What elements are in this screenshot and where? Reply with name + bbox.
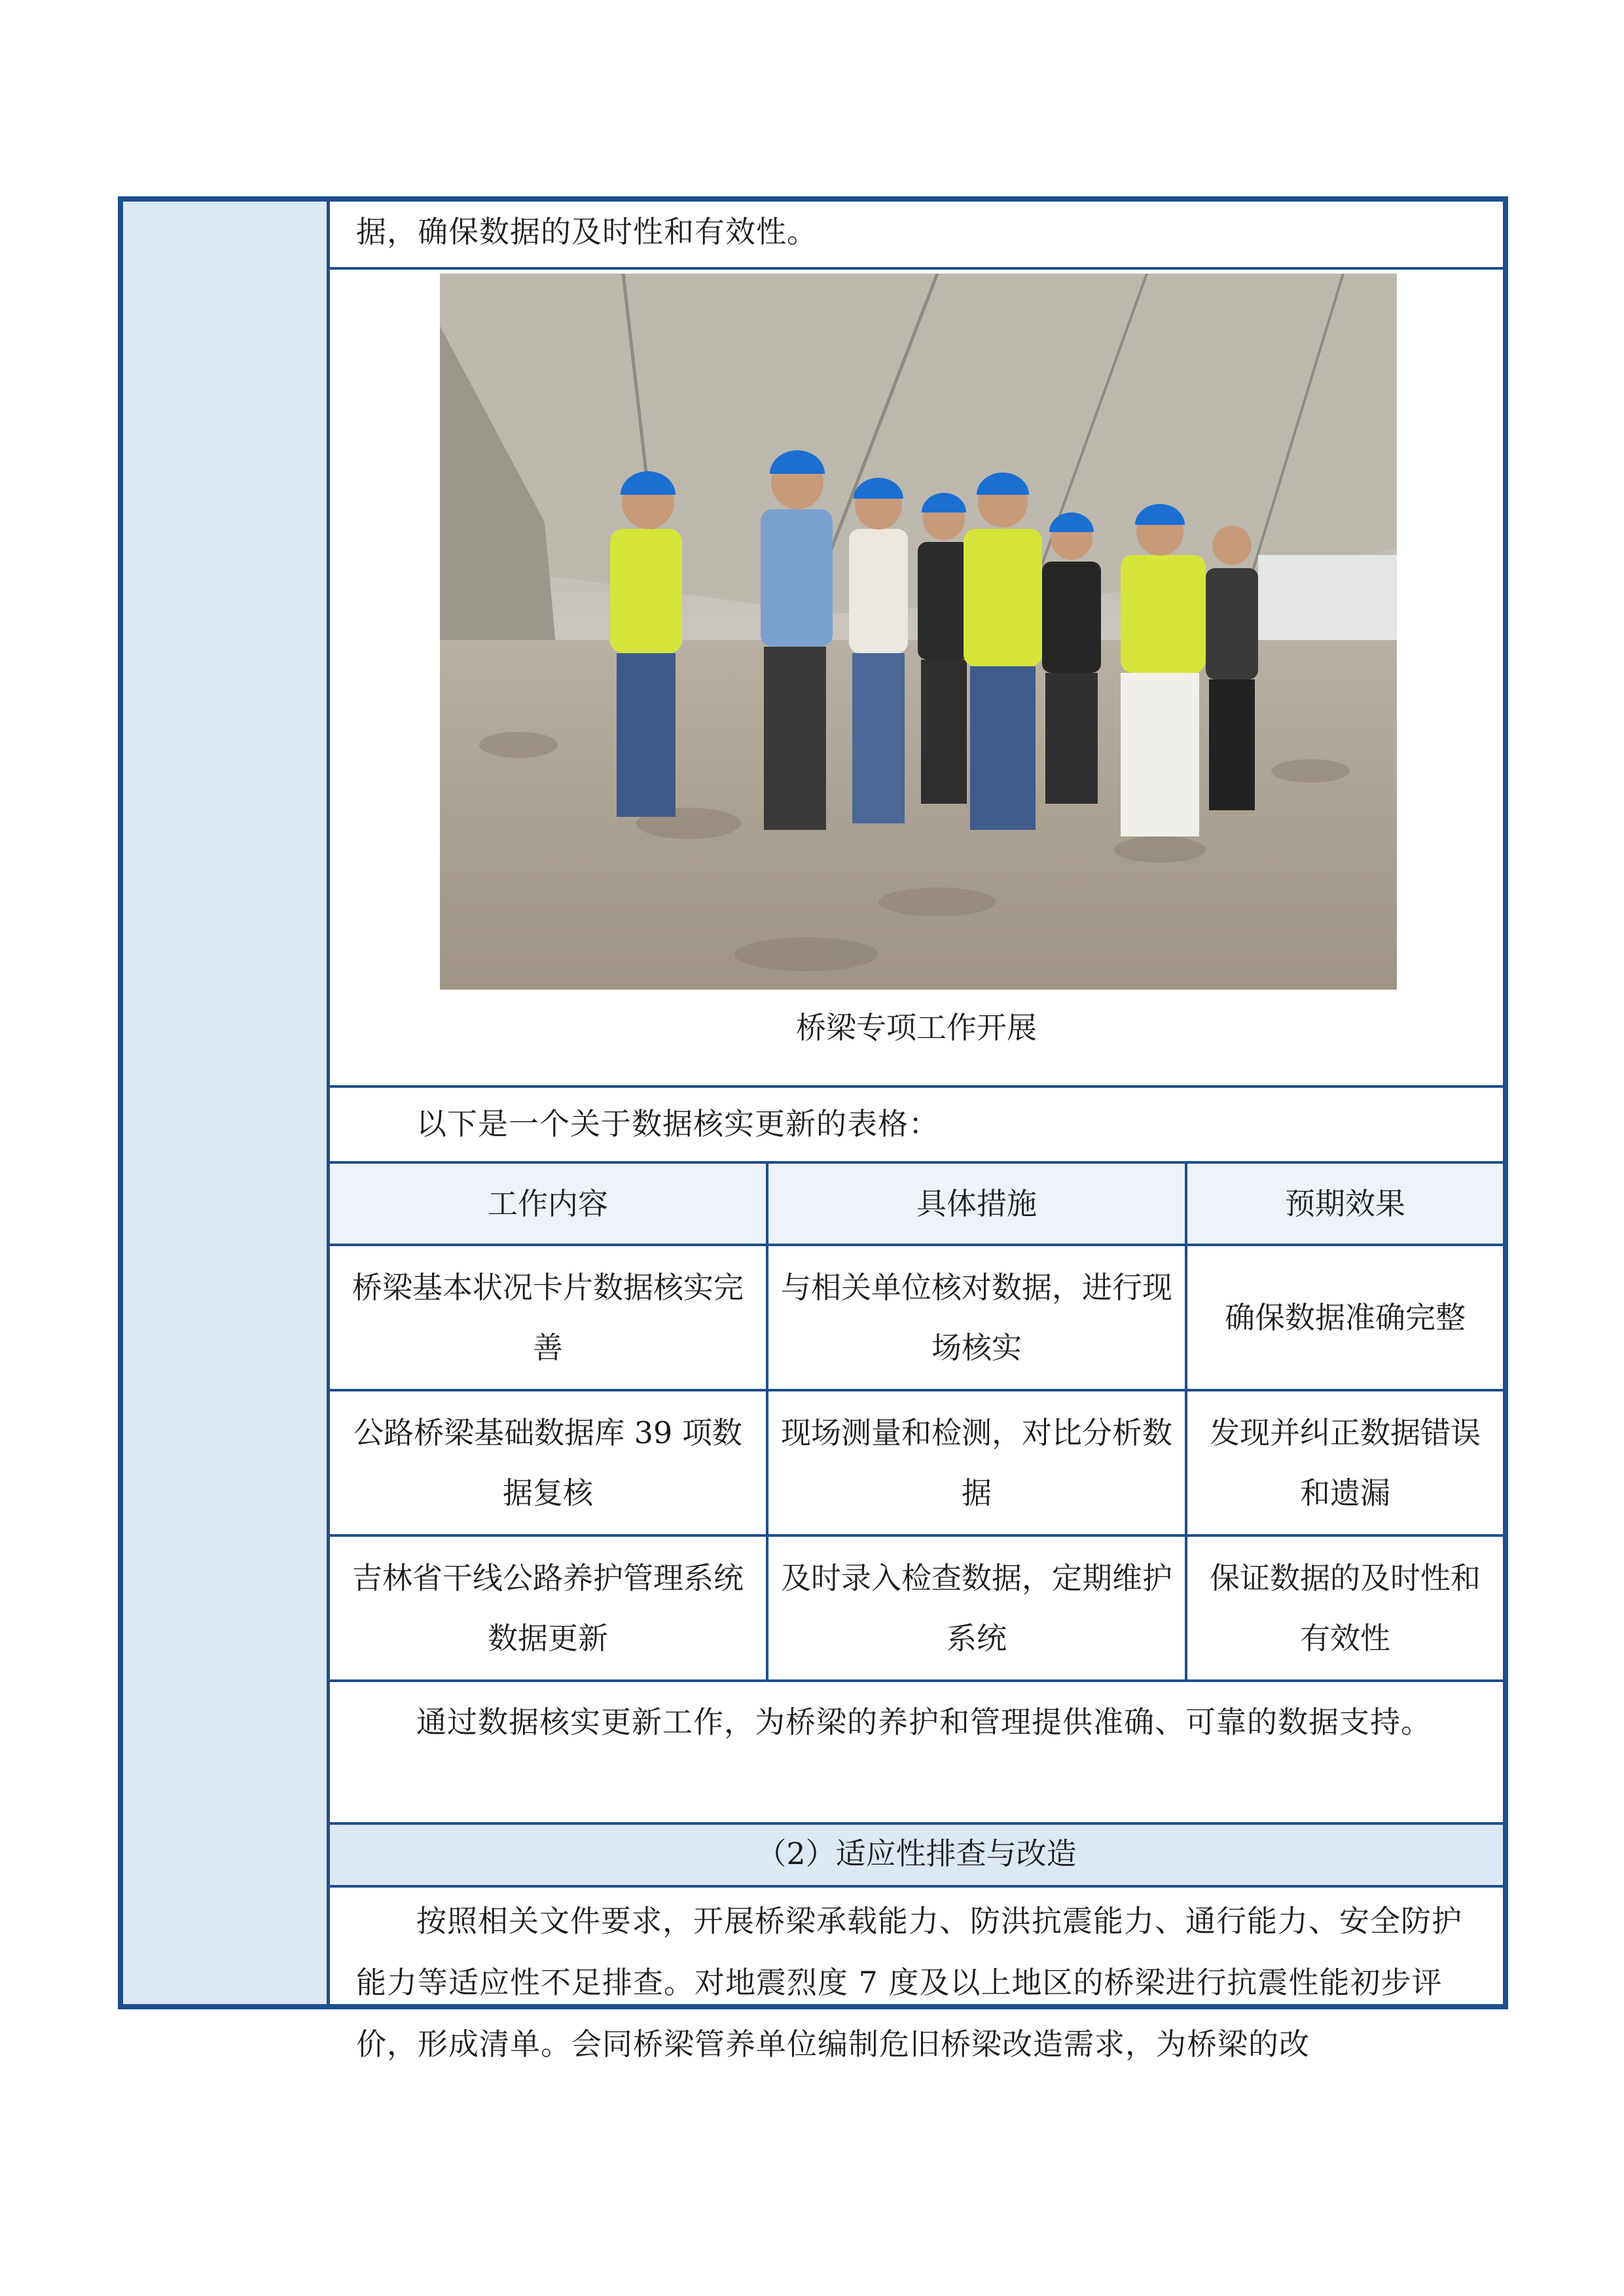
intro-row: [330, 1088, 1503, 1164]
table-cell: 及时录入检查数据，定期维护系统: [768, 1537, 1187, 1679]
table-cell: 发现并纠正数据错误和遗漏: [1210, 1415, 1481, 1511]
table-header-row: [330, 1164, 1503, 1246]
section-body-row: [330, 1888, 1503, 2062]
table-cell: 保证数据的及时性和有效性: [1210, 1560, 1481, 1656]
summary-text: 通过数据核实更新工作，为桥梁的养护和管理提供准确、可靠的数据支持。: [416, 1704, 1432, 1740]
continuation-row: [330, 202, 1503, 270]
content-column: [330, 202, 1503, 2062]
section-title-row: [330, 1825, 1503, 1888]
table-header-cell: 工作内容: [330, 1164, 768, 1244]
table-row: [330, 1391, 1503, 1537]
table-row: [330, 1246, 1503, 1391]
table-row: [330, 1537, 1503, 1682]
section-body-text: 按照相关文件要求，开展桥梁承载能力、防洪抗震能力、通行能力、安全防护能力等适应性不足排查。对地震烈度 7 度及以上地区的桥梁进行抗震性能初步评价，形成清单。会同桥梁管养单位编制危旧桥梁改造需求，为桥梁的改: [356, 1903, 1462, 2062]
report-table-frame: [118, 196, 1508, 2062]
table-cell: 与相关单位核对数据，进行现场核实: [768, 1246, 1187, 1389]
left-label-column: [123, 202, 330, 2004]
table-cell: 吉林省干线公路养护管理系统数据更新: [330, 1537, 768, 1679]
table-cell: 确保数据准确完整: [1225, 1300, 1466, 1335]
bridge-inspection-photo: [440, 274, 1397, 990]
table-cell: 桥梁基本状况卡片数据核实完善: [330, 1246, 768, 1389]
summary-row: [330, 1682, 1503, 1825]
photo-row: [330, 270, 1503, 1088]
section-title: （2）适应性排查与改造: [756, 1836, 1077, 1871]
photo-caption: 桥梁专项工作开展: [796, 1010, 1037, 1045]
table-cell: 公路桥梁基础数据库 39 项数据复核: [330, 1391, 768, 1534]
intro-text: 以下是一个关于数据核实更新的表格：: [416, 1106, 939, 1141]
table-cell: 现场测量和检测，对比分析数据: [768, 1391, 1187, 1534]
continuation-text: 据，确保数据的及时性和有效性。: [356, 214, 818, 249]
table-header-cell: 预期效果: [1285, 1186, 1405, 1221]
table-header-cell: 具体措施: [768, 1164, 1187, 1244]
